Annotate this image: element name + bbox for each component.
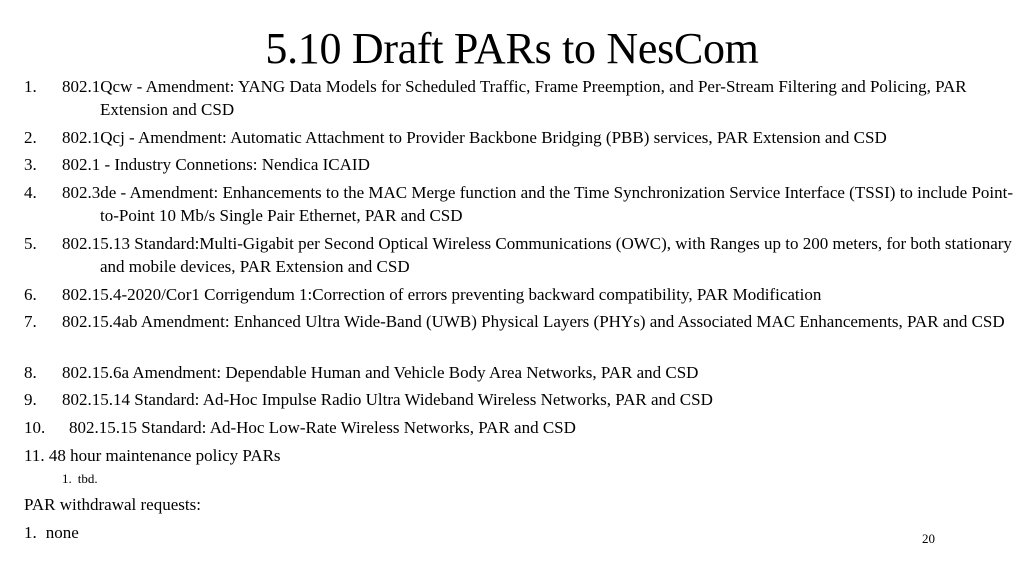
list-item-number: 1. — [24, 77, 37, 96]
list-item-text: 802.15.4-2020/Cor1 Corrigendum 1:Correction of errors preventing backward compatibility, PAR Modification — [62, 285, 822, 304]
list-item-number: 3. — [24, 155, 37, 174]
sub-list-item — [62, 470, 98, 488]
list-item — [24, 181, 1014, 227]
list-item — [24, 232, 1014, 278]
list-item — [24, 416, 1014, 439]
list-item-text: 802.1Qcw - Amendment: YANG Data Models for Scheduled Traffic, Frame Preemption, and Per-Stream Filtering and Policing, PAR Extension and CSD — [62, 77, 967, 119]
list-item-text: 802.3de - Amendment: Enhancements to the MAC Merge function and the Time Synchronization Service Interface (TSSI) to include Point-to-Point 10 Mb/s Single Pair Ethernet, PAR and CSD — [62, 183, 1014, 225]
list-item — [24, 310, 1014, 333]
sub-item-text: tbd. — [77, 471, 98, 486]
list-item-text: 802.15.13 Standard:Multi-Gigabit per Second Optical Wireless Communications (OWC), with Ranges up to 200 meters, for both stationary and mobile devices, PAR Extension and CSD — [62, 234, 1012, 276]
list-item-number: 5. — [24, 234, 37, 253]
slide-title: 5.10 Draft PARs to NesCom — [265, 24, 759, 73]
list-item-number: 10. — [24, 418, 46, 437]
list-item — [24, 153, 1014, 176]
list-item — [24, 388, 1014, 411]
list-item-number: 7. — [24, 312, 37, 331]
list-item — [24, 361, 1014, 384]
withdrawal-item-text: none — [45, 523, 79, 542]
list-item-text: 802.1Qcj - Amendment: Automatic Attachment to Provider Backbone Bridging (PBB) services, PAR Extension and CSD — [62, 128, 887, 147]
list-item-number: 6. — [24, 285, 37, 304]
list-item-number: 8. — [24, 363, 37, 382]
list-item-number: 2. — [24, 128, 37, 147]
sub-item-number: 1. — [62, 471, 72, 486]
list-item-text: 802.15.14 Standard: Ad-Hoc Impulse Radio Ultra Wideband Wireless Networks, PAR and CSD — [62, 390, 713, 409]
withdrawal-heading: PAR withdrawal requests: — [24, 495, 201, 514]
page-number: 20 — [922, 531, 935, 546]
maintenance-pars-item: 11. 48 hour maintenance policy PARs — [24, 446, 281, 465]
list-item-text: 802.15.6a Amendment: Dependable Human and Vehicle Body Area Networks, PAR and CSD — [62, 363, 699, 382]
list-item — [24, 126, 1014, 149]
list-item-number: 9. — [24, 390, 37, 409]
list-item-number: 4. — [24, 183, 37, 202]
list-item — [24, 75, 1014, 121]
withdrawal-list-item — [24, 521, 79, 544]
list-item-text: 802.1 - Industry Connetions: Nendica ICAID — [62, 155, 370, 174]
list-item-text: 802.15.15 Standard: Ad-Hoc Low-Rate Wireless Networks, PAR and CSD — [69, 418, 576, 437]
list-item-text: 802.15.4ab Amendment: Enhanced Ultra Wide-Band (UWB) Physical Layers (PHYs) and Associated MAC Enhancements, PAR and CSD — [62, 312, 1005, 331]
withdrawal-item-number: 1. — [24, 523, 37, 542]
list-item — [24, 283, 1014, 306]
